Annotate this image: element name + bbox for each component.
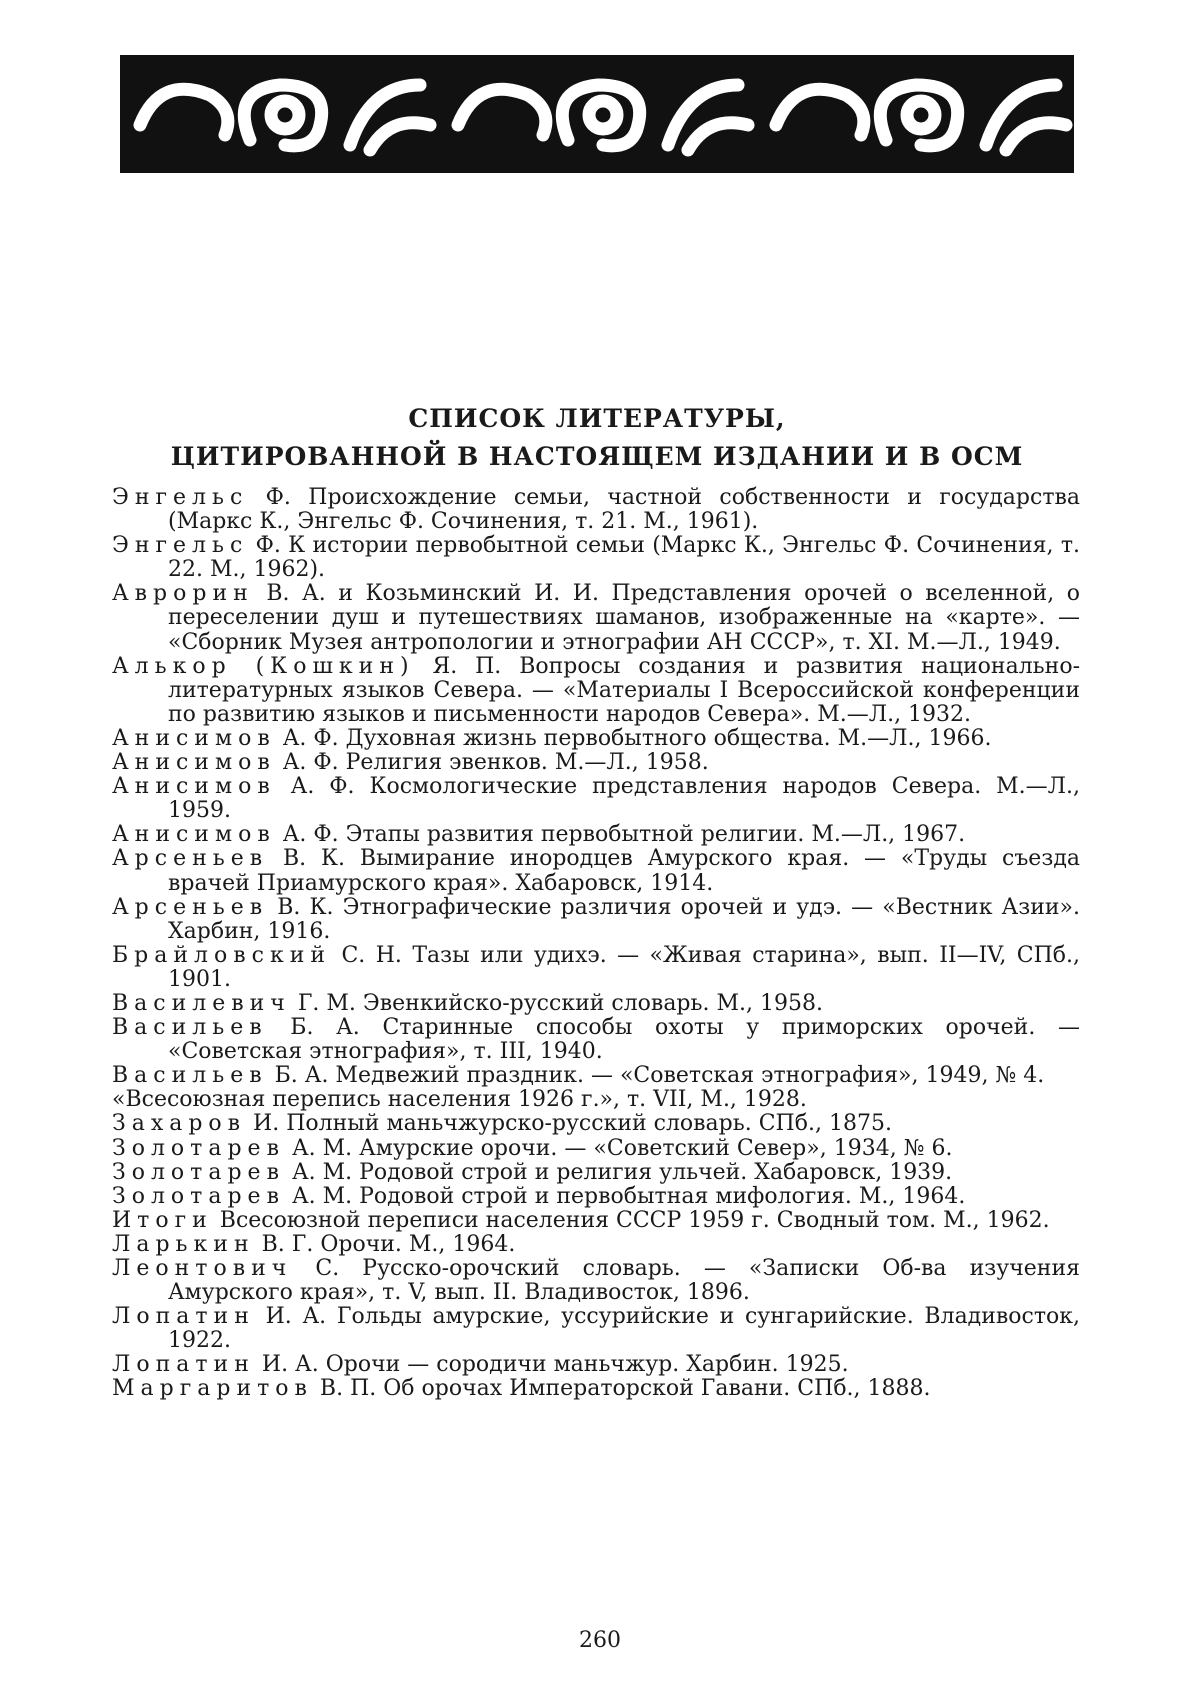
reference-entry (112, 1185, 1080, 1209)
reference-entry (112, 1377, 1080, 1401)
reference-author: Золотарев (112, 1135, 285, 1161)
reference-text: Б. А. Старинные способы охоты у приморских орочей. — «Советская этнография», т. III, 1940. (168, 1015, 1080, 1065)
page-number: 260 (579, 1628, 621, 1653)
reference-text: В. П. Об орочах Императорской Гавани. СПб., 1888. (312, 1376, 931, 1402)
reference-entry (112, 751, 1080, 775)
reference-text: Я. П. Вопросы создания и развития национально-литературных языков Севера. — «Материалы I Всероссийской конференции по развитию языков и письменности народов Севера». М.—Л., 1932. (168, 653, 1080, 727)
reference-entry (112, 944, 1080, 992)
reference-entry (112, 1209, 1080, 1233)
reference-entry (112, 534, 1080, 582)
reference-author: Лопатин (112, 1304, 255, 1330)
reference-author: Васильев (112, 1063, 268, 1089)
reference-entry (112, 823, 1080, 847)
reference-entry (112, 1161, 1080, 1185)
reference-text: Г. М. Эвенкийско-русский словарь. М., 1958. (290, 990, 823, 1016)
reference-author: Лопатин (112, 1352, 255, 1378)
reference-author: Алькор (Кошкин) (112, 653, 415, 679)
reference-author: Аврорин (112, 581, 254, 607)
reference-author: Леонтович (112, 1256, 293, 1281)
reference-author: Анисимов (112, 822, 276, 848)
reference-entry (112, 1305, 1080, 1353)
reference-entry (112, 1088, 1080, 1112)
reference-text: А. Ф. Космологические представления народов Севера. М.—Л., 1959. (168, 774, 1080, 824)
heading-line-1: СПИСОК ЛИТЕРАТУРЫ, (408, 404, 786, 433)
reference-text: И. А. Гольды амурские, уссурийские и сунгарийские. Владивосток, 1922. (168, 1304, 1080, 1354)
reference-text: В. К. Этнографические различия орочей и удэ. — «Вестник Азии». Харбин, 1916. (168, 894, 1080, 944)
reference-text: В. К. Вымирание инородцев Амурского края. — «Труды съезда врачей Приамурского края». Хабаровск, 1914. (168, 846, 1080, 896)
reference-text: Всесоюзной переписи населения СССР 1959 г. Сводный том. М., 1962. (212, 1207, 1050, 1233)
reference-text: Ф. Происхождение семьи, частной собственности и государства (Маркс К., Энгельс Ф. Сочинения, т. 21. М., 1961). (168, 485, 1080, 535)
reference-author: Итоги (112, 1207, 213, 1233)
reference-entry (112, 896, 1080, 944)
reference-text: Б. А. Медвежий праздник. — «Советская этнография», 1949, № 4. (267, 1063, 1045, 1089)
reference-text: В. А. и Козьминский И. И. Представления орочей о вселенной, о переселении душ и путешествиях шаманов, изображенные на «карте». — «Сборник Музея антропологии и этнографии АН СССР», т. XI. М.—Л., 1949. (168, 581, 1080, 655)
reference-author: Анисимов (112, 774, 276, 800)
reference-text: А. М. Амурские орочи. — «Советский Север», 1934, № 6. (284, 1135, 953, 1161)
reference-author: Анисимов (112, 725, 276, 751)
reference-author: Василевич (112, 990, 291, 1016)
reference-text: «Всесоюзная перепись населения 1926 г.», т. VII, М., 1928. (112, 1087, 807, 1113)
reference-author: Арсеньев (112, 846, 269, 872)
reference-text: И. Полный маньчжурско-русский словарь. СПб., 1875. (246, 1111, 892, 1137)
reference-entry (112, 1353, 1080, 1377)
reference-entry (112, 486, 1080, 534)
reference-entry (112, 655, 1080, 727)
reference-text: И. А. Орочи — сородичи маньчжур. Харбин. 1925. (254, 1352, 849, 1378)
bibliography-heading (120, 400, 1074, 476)
reference-author: Арсеньев (112, 894, 269, 920)
reference-text: А. М. Родовой строй и религия ульчей. Хабаровск, 1939. (284, 1159, 953, 1185)
reference-entry (112, 1064, 1080, 1088)
reference-author: Васильев (112, 1015, 268, 1041)
reference-entry (112, 1137, 1080, 1161)
reference-entry (112, 1112, 1080, 1136)
reference-text: С. Н. Тазы или удихэ. — «Живая старина», вып. II—IV, СПб., 1901. (168, 942, 1080, 992)
reference-text: С. Русско-орочский словарь. — «Записки Об-ва изучения Амурского края», т. V, вып. II. Владивосток, 1896. (168, 1256, 1080, 1306)
reference-entry (112, 582, 1080, 654)
reference-author: Захаров (112, 1111, 247, 1137)
reference-author: Анисимов (112, 750, 276, 776)
reference-text: В. Г. Орочи. М., 1964. (254, 1231, 516, 1257)
reference-entry (112, 727, 1080, 751)
reference-entry (112, 1257, 1080, 1305)
reference-list (112, 486, 1080, 1402)
reference-author: Маргаритов (112, 1376, 313, 1402)
reference-entry (112, 1233, 1080, 1257)
reference-author: Ларькин (112, 1231, 255, 1257)
reference-text: Ф. К истории первобытной семьи (Маркс К., Энгельс Ф. Сочинения, т. 22. М., 1962). (168, 533, 1080, 583)
reference-entry (112, 775, 1080, 823)
reference-author: Золотарев (112, 1159, 285, 1185)
reference-author: Брайловский (112, 942, 332, 968)
heading-line-2: ЦИТИРОВАННОЙ В НАСТОЯЩЕМ ИЗДАНИИ И В ОСМ (170, 442, 1024, 471)
reference-text: А. Ф. Религия эвенков. М.—Л., 1958. (275, 750, 709, 776)
reference-text: А. Ф. Этапы развития первобытной религии. М.—Л., 1967. (275, 822, 966, 848)
reference-text: А. М. Родовой строй и первобытная мифология. М., 1964. (284, 1183, 966, 1209)
reference-author: Золотарев (112, 1183, 285, 1209)
reference-entry (112, 1016, 1080, 1064)
reference-author: Энгельс (112, 485, 249, 510)
ornamental-header-band (120, 55, 1074, 173)
reference-text: А. Ф. Духовная жизнь первобытного общества. М.—Л., 1966. (275, 725, 992, 751)
reference-author: Энгельс (112, 533, 249, 559)
reference-entry (112, 847, 1080, 895)
reference-entry (112, 992, 1080, 1016)
